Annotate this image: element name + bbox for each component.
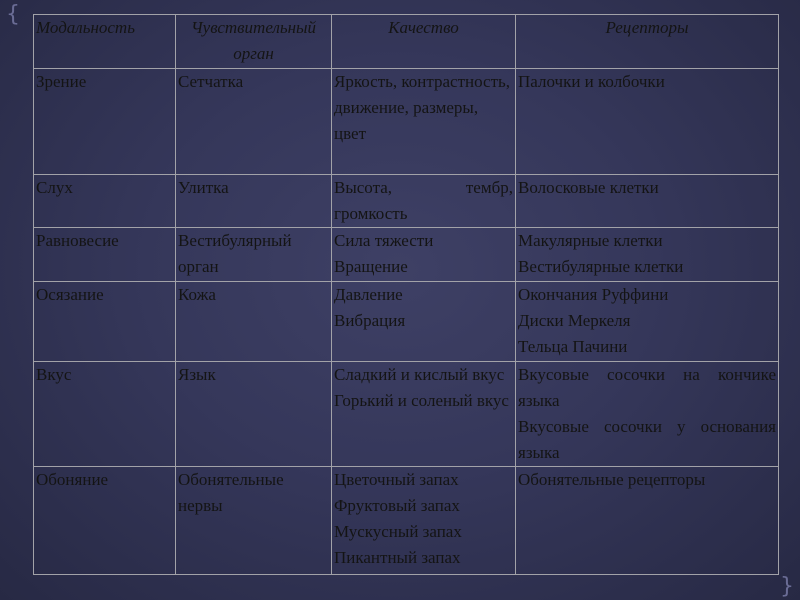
quality-line: Пикантный запах <box>334 548 461 567</box>
cell-receptors <box>516 467 779 575</box>
table-row <box>34 175 779 228</box>
cell-organ: Обонятельные нервы <box>176 467 332 575</box>
quality-line: Высота, тембр, громкость <box>334 178 513 223</box>
quality-line: Яркость, контрастность, движение, размеры, цвет <box>334 72 511 143</box>
header-sense-organ: Чувствительный орган <box>176 15 332 69</box>
cell-receptors <box>516 69 779 175</box>
cell-organ: Сетчатка <box>176 69 332 175</box>
receptor-line: Вкусовые сосочки у основания языка <box>518 417 776 462</box>
cell-organ: Язык <box>176 362 332 467</box>
table-row <box>34 282 779 362</box>
cell-receptors <box>516 362 779 467</box>
receptor-line: Волосковые клетки <box>518 178 659 197</box>
corner-brace-top-left: { <box>6 2 20 27</box>
cell-modality: Вкус <box>34 362 176 467</box>
corner-brace-bottom-right: } <box>780 574 794 599</box>
header-quality: Качество <box>332 15 516 69</box>
receptor-line: Макулярные клетки <box>518 231 663 250</box>
quality-line: Вращение <box>334 257 408 276</box>
sensory-modality-table <box>33 14 779 575</box>
cell-receptors <box>516 282 779 362</box>
cell-organ: Улитка <box>176 175 332 228</box>
cell-quality <box>332 467 516 575</box>
cell-receptors <box>516 228 779 282</box>
cell-modality: Равновесие <box>34 228 176 282</box>
receptor-line: Вестибулярные клетки <box>518 257 684 276</box>
cell-modality: Зрение <box>34 69 176 175</box>
cell-quality <box>332 69 516 175</box>
table-row <box>34 228 779 282</box>
cell-organ: Кожа <box>176 282 332 362</box>
quality-line: Вибрация <box>334 311 406 330</box>
cell-quality <box>332 175 516 228</box>
header-modality: Модальность <box>34 15 176 69</box>
quality-line: Мускусный запах <box>334 522 462 541</box>
receptor-line: Диски Меркеля <box>518 311 631 330</box>
receptor-line: Обонятельные рецепторы <box>518 470 706 489</box>
table-row <box>34 69 779 175</box>
receptor-line: Окончания Руффини <box>518 285 669 304</box>
cell-modality: Обоняние <box>34 467 176 575</box>
cell-receptors <box>516 175 779 228</box>
receptor-line: Палочки и колбочки <box>518 72 665 91</box>
table-row <box>34 467 779 575</box>
cell-quality <box>332 282 516 362</box>
table-row <box>34 362 779 467</box>
quality-line: Горький и соленый вкус <box>334 391 509 410</box>
cell-modality: Слух <box>34 175 176 228</box>
header-receptors: Рецепторы <box>516 15 779 69</box>
cell-organ: Вестибулярный орган <box>176 228 332 282</box>
receptor-line: Тельца Пачини <box>518 337 628 356</box>
quality-line: Сила тяжести <box>334 231 434 250</box>
quality-line: Фруктовый запах <box>334 496 460 515</box>
cell-quality <box>332 362 516 467</box>
quality-line: Давление <box>334 285 403 304</box>
receptor-line: Вкусовые сосочки на кончике языка <box>518 365 776 410</box>
table-header-row <box>34 15 779 69</box>
quality-line: Сладкий и кислый вкус <box>334 365 505 384</box>
quality-line: Цветочный запах <box>334 470 459 489</box>
cell-modality: Осязание <box>34 282 176 362</box>
cell-quality <box>332 228 516 282</box>
